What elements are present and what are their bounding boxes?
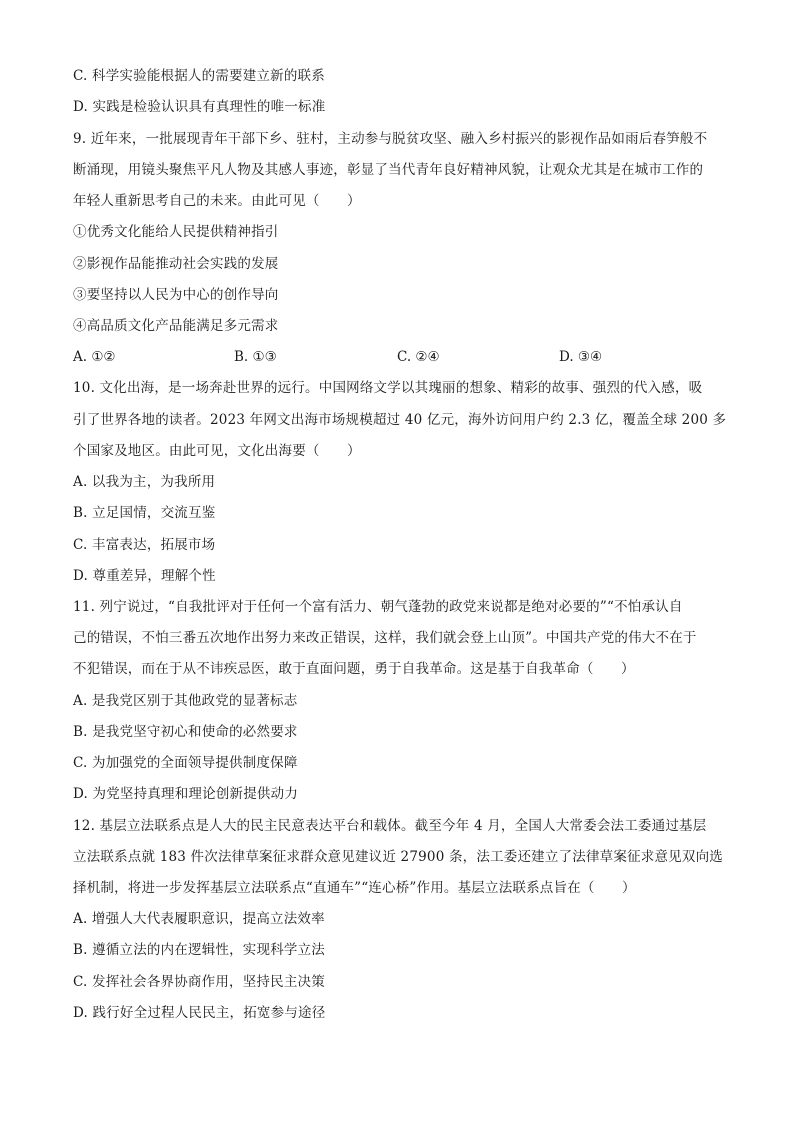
q12-stem-line-2: 立法联系点就 183 件次法律草案征求群众意见建议近 27900 条，法工委还建立了法律草案征求意见双向选 — [73, 849, 723, 865]
q12-option-c: C. 发挥社会各界协商作用，坚持民主决策 — [73, 974, 325, 990]
q11-stem-line-2: 己的错误，不怕三番五次地作出努力来改正错误，这样，我们就会登上山顶”。中国共产党的伟大不在于 — [73, 630, 697, 646]
q12-option-a: A. 增强人大代表履职意识，提高立法效率 — [73, 911, 325, 927]
q11-stem-line-1: 11. 列宁说过，“自我批评对于任何一个富有活力、朝气蓬勃的政党来说都是绝对必要的”“不怕承认自 — [73, 599, 683, 615]
q10-stem-line-3: 个国家及地区。由此可见，文化出海要（ ） — [73, 443, 361, 459]
q9-option-d: D. ③④ — [559, 349, 603, 365]
q10-stem-line-1: 10. 文化出海，是一场奔赴世界的远行。中国网络文学以其瑰丽的想象、精彩的故事、强烈的代入感，吸 — [73, 380, 703, 396]
q11-option-a: A. 是我党区别于其他政党的显著标志 — [73, 693, 298, 709]
q12-stem-line-3: 择机制，将进一步发挥基层立法联系点“直通车”“连心桥”作用。基层立法联系点旨在（ ） — [73, 880, 636, 896]
q9-stem-line-3: 年轻人重新思考自己的未来。由此可见（ ） — [73, 193, 361, 209]
q9-statement-2: ②影视作品能推动社会实践的发展 — [73, 256, 279, 272]
prev-option-c: C. 科学实验能根据人的需要建立新的联系 — [73, 68, 325, 84]
q9-statement-4: ④高品质文化产品能满足多元需求 — [73, 318, 279, 334]
q12-option-d: D. 践行好全过程人民民主，拓宽参与途径 — [73, 1005, 326, 1021]
q10-option-b: B. 立足国情，交流互鉴 — [73, 505, 216, 521]
q9-option-a: A. ①② — [73, 349, 116, 365]
q9-option-c: C. ②④ — [397, 349, 440, 365]
q11-option-d: D. 为党坚持真理和理论创新提供动力 — [73, 786, 299, 802]
q12-option-b: B. 遵循立法的内在逻辑性，实现科学立法 — [73, 942, 326, 958]
q10-stem-line-2: 引了世界各地的读者。2023 年网文出海市场规模超过 40 亿元，海外访问用户约 2.3 亿，覆盖全球 200 多 — [73, 412, 727, 428]
q9-stem-line-2: 断涌现，用镜头聚焦平凡人物及其感人事迹，彰显了当代青年良好精神风貌，让观众尤其是在城市工作的 — [73, 162, 704, 178]
q9-option-b: B. ①③ — [234, 349, 277, 365]
q10-option-a: A. 以我为主，为我所用 — [73, 474, 216, 490]
q10-option-d: D. 尊重差异，理解个性 — [73, 568, 216, 584]
prev-option-d: D. 实践是检验认识具有真理性的唯一标准 — [73, 99, 326, 115]
q11-option-c: C. 为加强党的全面领导提供制度保障 — [73, 755, 298, 771]
q12-stem-line-1: 12. 基层立法联系点是人大的民主民意表达平台和载体。截至今年 4 月，全国人大常委会法工委通过基层 — [73, 818, 707, 834]
q9-stem-line-1: 9. 近年来，一批展现青年干部下乡、驻村，主动参与脱贫攻坚、融入乡村振兴的影视作品如雨后春笋般不 — [73, 131, 708, 147]
q11-option-b: B. 是我党坚守初心和使命的必然要求 — [73, 724, 298, 740]
q9-statement-1: ①优秀文化能给人民提供精神指引 — [73, 224, 279, 240]
q11-stem-line-3: 不犯错误，而在于从不讳疾忌医，敢于直面问题，勇于自我革命。这是基于自我革命（ ） — [73, 661, 635, 677]
q9-statement-3: ③要坚持以人民为中心的创作导向 — [73, 287, 279, 303]
q10-option-c: C. 丰富表达，拓展市场 — [73, 537, 216, 553]
